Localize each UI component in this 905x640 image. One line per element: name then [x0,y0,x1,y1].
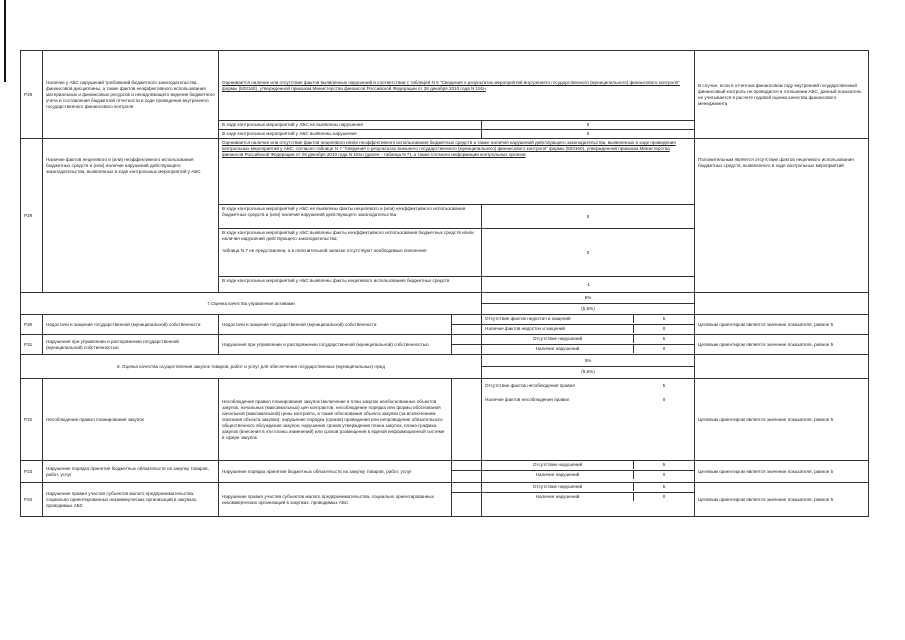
option-text: Наличие фактов несоблюдения правил [485,397,570,402]
option-pair [482,325,695,335]
option-text: Наличие нарушений [535,472,580,477]
option-score: 0 [662,397,666,402]
option-score: 0 [482,229,695,277]
option-spacer [452,461,482,471]
option-pair [482,315,695,325]
weight-value-alt: (5,5%) [581,369,595,374]
indicator-name: Недостачи и хищения государственной (муниципальной) собственности [43,315,219,335]
row-id: P33 [21,461,43,483]
indicator-name: Нарушения при управлении и распоряжении государственной (муниципальной) собственностью [43,335,219,355]
option-score: 0 [633,493,694,501]
option-spacer [452,325,482,335]
option-spacer [452,335,482,345]
option-spacer [452,379,482,461]
method-text: Несоблюдение правил планирования закупок (включение в план закупок необоснованных объектов закупок, начальных (максимальных) цен контрактов, несоблюдение порядка или формы обоснования начальной (максимальной) цены контракта, а также обоснования объекта закупки (за исключением описания объекта закупки); нарушение порядка (сроков) проведения или непроведение обязательного общественного обсуждения закупок; нарушение сроков утверждения плана закупок, плана-графика закупок (внесения в эти планы изменений) или сроков размещения в единой информационной системе в сфере закупок. [219,379,452,461]
option-text: В ходе контрольных мероприятий у АБС выявлены факты нецелевого использования бюджетных средств [219,277,482,293]
option-text: Отсутствие фактов несоблюдения правил [485,383,576,388]
option-score: 5 [633,335,694,343]
method-text: Оценивается наличие или отсутствие фактов выявленных нарушений в соответствии с таблицей N 5 "Сведения о результатах мероприятий внутреннего государственного (муниципального) финансового контроля" формы (503160), утвержденной приказом Министерства финансов Российской Федерации от 28 декабря 2010 года N 191н [219,51,695,121]
option-score: 0 [633,471,694,479]
option-score: -1 [482,277,695,293]
row-id: P34 [21,483,43,517]
weight-value: 5% [482,293,694,304]
option-score: 5 [633,483,694,491]
method-text: Нарушение порядка принятия бюджетных обязательств на закупку товаров, работ, услуг [219,461,452,483]
method-text: Недостачи и хищения государственной (муниципальной) собственности [219,315,452,335]
section-row [21,293,869,315]
option-text: В ходе контрольных мероприятий у АБС не выявлены нарушения [219,121,482,130]
option-spacer [452,483,482,493]
note-text: Положительным является отсутствие фактов нецелевого использования бюджетных средств, выявленного в ходе контрольных мероприятий [695,139,869,293]
row-id: P31 [21,335,43,355]
table-row [21,139,869,205]
option-score: 5 [482,205,695,229]
section-row [21,355,869,379]
option-pair [482,471,695,483]
option-text: В ходе контрольных мероприятий у АБС выявлены факты неэффективного использования бюджетных средств и/или наличия нарушений действующего законодательства; таблица N 7 не представлена, а в пояснительной записке отсутствуют необходимые пояснения [219,229,482,277]
row-id: P30 [21,315,43,335]
option-spacer [452,345,482,355]
option-score: 5 [662,383,666,388]
option-score: 0 [482,130,695,139]
option-spacer [452,493,482,517]
section-title: 8. Оценка качества осуществления закупок товаров, работ и услуг для обеспечения государственных (муниципальных) нужд [21,355,482,379]
table-row [21,335,869,345]
row-id: P29 [21,139,43,293]
option-pair [482,493,695,517]
option-text: В ходе контрольных мероприятий у АБС выявлены нарушения [219,130,482,139]
option-text: Отсутствие нарушений [532,484,583,489]
method-text: Оценивается наличие или отсутствие фактов нецелевого и/или неэффективного использования бюджетных средств а также наличия нарушений действующего законодательства, выявленных в ходе проведения контрольных мероприятий у АБС, согласно таблице N 7 "Сведения о результатах внешнего государственного (муниципального) финансового контроля" формы (503160), утвержденной приказом Министерства финансов Российской Федерации от 28 декабря 2010 года N 191н (далее - таблица N 7), а также согласно информации контрольных органов [219,139,695,205]
section-blank [695,293,869,315]
table-row [21,51,869,121]
table-row [21,315,869,325]
indicator-name: Нарушение порядка принятия бюджетных обязательств на закупку товаров, работ, услуг [43,461,219,483]
indicator-name: Несоблюдение правил планирования закупок [43,379,219,461]
row-id: P32 [21,379,43,461]
method-text: Нарушение правил участия субъектов малого предпринимательства, социально ориентированных некоммерческих организаций в закупках, проводимых АБС [219,483,452,517]
option-pair [482,483,695,493]
option-text: Наличие нарушений [535,494,580,499]
note-text: Целевым ориентиром является значение показателя, равное 5 [695,315,869,335]
option-text: Наличие нарушений [535,346,580,351]
section-weight [482,293,695,315]
binder-mark [4,0,6,82]
table-row [21,483,869,493]
table-row [21,461,869,471]
indicator-name: Нарушение правил участия субъектов малого предпринимательства, социально ориентированных некоммерческих организаций в закупках, проводимых АБС [43,483,219,517]
option-text: Наличие фактов недостач и хищений [485,326,565,331]
option-text: В ходе контрольных мероприятий у АБС не выявлены факты нецелевого и (или) неэффективного использования бюджетных средств и (или) наличия нарушений действующего законодательства [219,205,482,229]
option-pair [482,345,695,355]
option-text [452,315,482,325]
weight-value: 5% [482,356,694,367]
note-text: Целевым ориентиром является значение показателя, равное 5 [695,461,869,483]
option-score: 0 [633,325,694,333]
section-blank [695,355,869,379]
option-text: Отсутствие нарушений [532,462,583,467]
option-text: Отсутствие нарушений [532,336,583,341]
section-title: 7.Оценка качества управления активами [21,293,482,315]
section-weight [482,355,695,379]
option-text: Отсутствие фактов недостач и хищений [485,316,571,321]
indicator-name: Наличие фактов нецелевого и (или) неэффективного использования бюджетных средств и (или) наличия нарушений действующего законодательства, выявленных в ходе контрольных мероприятий у АБС [43,139,219,293]
note-text: Целевым ориентиром является значение показателя, равное 5 [695,335,869,355]
method-text: Нарушения при управлении и распоряжении государственной (муниципальной) собственностью [219,335,452,355]
option-spacer [452,471,482,483]
indicator-name: Наличие у АБС нарушений требований бюджетного законодательства, финансовой дисциплины, а также фактов неэффективного использования материальных и финансовых ресурсов и ненадлежащего ведения бюджетного учета и составления бюджетной отчетности в ходе проведения внутреннего государственного финансового контроля [43,51,219,139]
option-score: 0 [633,345,694,353]
option-pair [482,335,695,345]
option-score: 5 [633,461,694,469]
note-text: Целевым ориентиром является значение показателя, равное 5 [695,483,869,517]
option-pair [482,461,695,471]
option-pair [482,379,695,461]
note-text: Целевым ориентиром является значение показателя, равное 5 [695,379,869,461]
table-row [21,379,869,461]
note-text: В случае, если в отчетном финансовом году внутренний государственный финансовый контроль не проводился в отношении АБС, данный показатель не учитывается в расчете годовой оценки качества финансового менеджмента [695,51,869,139]
indicators-table [20,50,869,517]
option-score: 5 [482,121,695,130]
row-id: P28 [21,51,43,139]
weight-value-alt: (5,5%) [581,306,595,311]
option-score: 5 [633,315,694,323]
